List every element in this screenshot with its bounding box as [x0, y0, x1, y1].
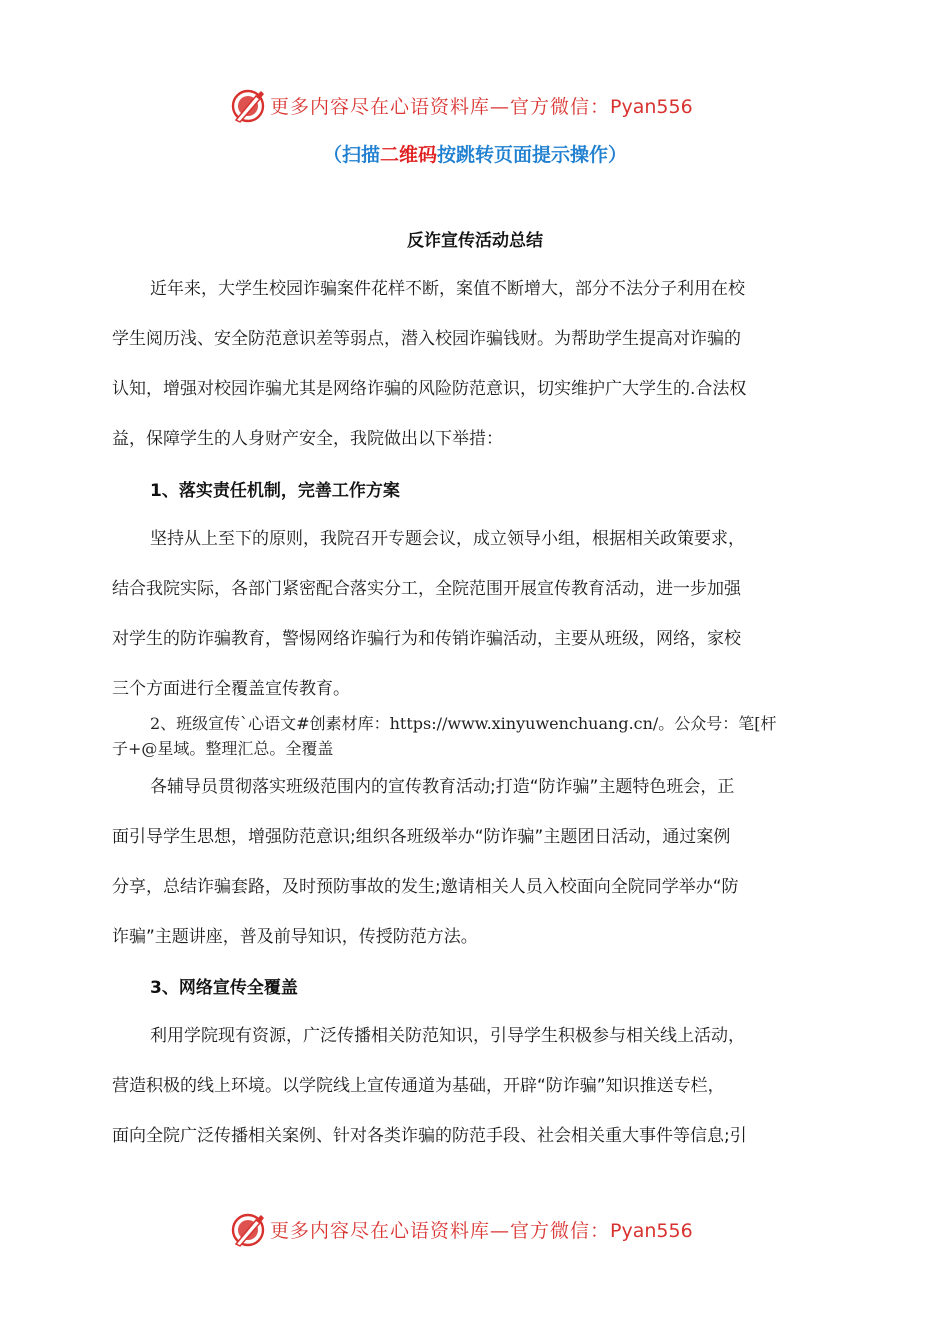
text-line: 学生阅历浅、安全防范意识差等弱点，潜入校园诈骗钱财。为帮助学生提高对诈骗的: [112, 329, 741, 349]
text-line: 面引导学生思想，增强防范意识;组织各班级举办“防诈骗”主题团日活动，通过案例: [112, 827, 731, 847]
text-line: 各辅导员贯彻落实班级范围内的宣传教育活动;打造“防诈骗”主题特色班会，正: [150, 777, 735, 797]
text-line: 结合我院实际，各部门紧密配合落实分工，全院范围开展宣传教育活动，进一步加强: [112, 579, 741, 599]
section3-heading: 3、网络宣传全覆盖: [150, 978, 298, 998]
text-line: 营造积极的线上环境。以学院线上宣传通道为基础，开辟“防诈骗”知识推送专栏，: [112, 1076, 725, 1096]
text-line: 分享，总结诈骗套路，及时预防事故的发生;邀请相关人员入校面向全院同学举办“防: [112, 877, 739, 897]
banner-text: 更多内容尽在心语资料库—官方微信：Pyan556: [270, 1220, 693, 1242]
document-title: 反诈宣传活动总结: [407, 231, 543, 251]
header-banner: [0, 86, 950, 126]
text-line: 认知，增强对校园诈骗尤其是网络诈骗的风险防范意识，切实维护广大学生的.合法权: [112, 379, 747, 399]
text-line: 三个方面进行全覆盖宣传教育。: [112, 679, 350, 699]
section1-heading: 1、落实责任机制，完善工作方案: [150, 481, 400, 501]
scan-instruction: （扫描二维码按跳转页面提示操作）: [322, 144, 628, 166]
banner-text: 更多内容尽在心语资料库—官方微信：Pyan556: [270, 96, 693, 118]
text-line: 益，保障学生的人身财产安全，我院做出以下举措：: [112, 429, 503, 449]
text-line: 对学生的防诈骗教育，警惕网络诈骗行为和传销诈骗活动，主要从班级，网络，家校: [112, 629, 741, 649]
section2-heading-line: 2、班级宣传`心语文#创素材库：https://www.xinyuwenchuang.cn/。公众号：笔[杆: [150, 714, 777, 733]
text-line: 利用学院现有资源，广泛传播相关防范知识，引导学生积极参与相关线上活动，: [150, 1026, 745, 1046]
text-line: 坚持从上至下的原则，我院召开专题会议，成立领导小组，根据相关政策要求，: [150, 529, 745, 549]
footer-banner: [0, 1210, 950, 1250]
pen-logo-icon: [230, 88, 266, 124]
text-line: 面向全院广泛传播相关案例、针对各类诈骗的防范手段、社会相关重大事件等信息;引: [112, 1126, 747, 1146]
text-line: 诈骗”主题讲座，普及前导知识，传授防范方法。: [112, 927, 478, 947]
text-line: 近年来，大学生校园诈骗案件花样不断，案值不断增大，部分不法分子利用在校: [150, 279, 745, 299]
section2-heading-line: 子+@星域。整理汇总。全覆盖: [112, 739, 334, 758]
pen-logo-icon: [230, 1212, 266, 1248]
